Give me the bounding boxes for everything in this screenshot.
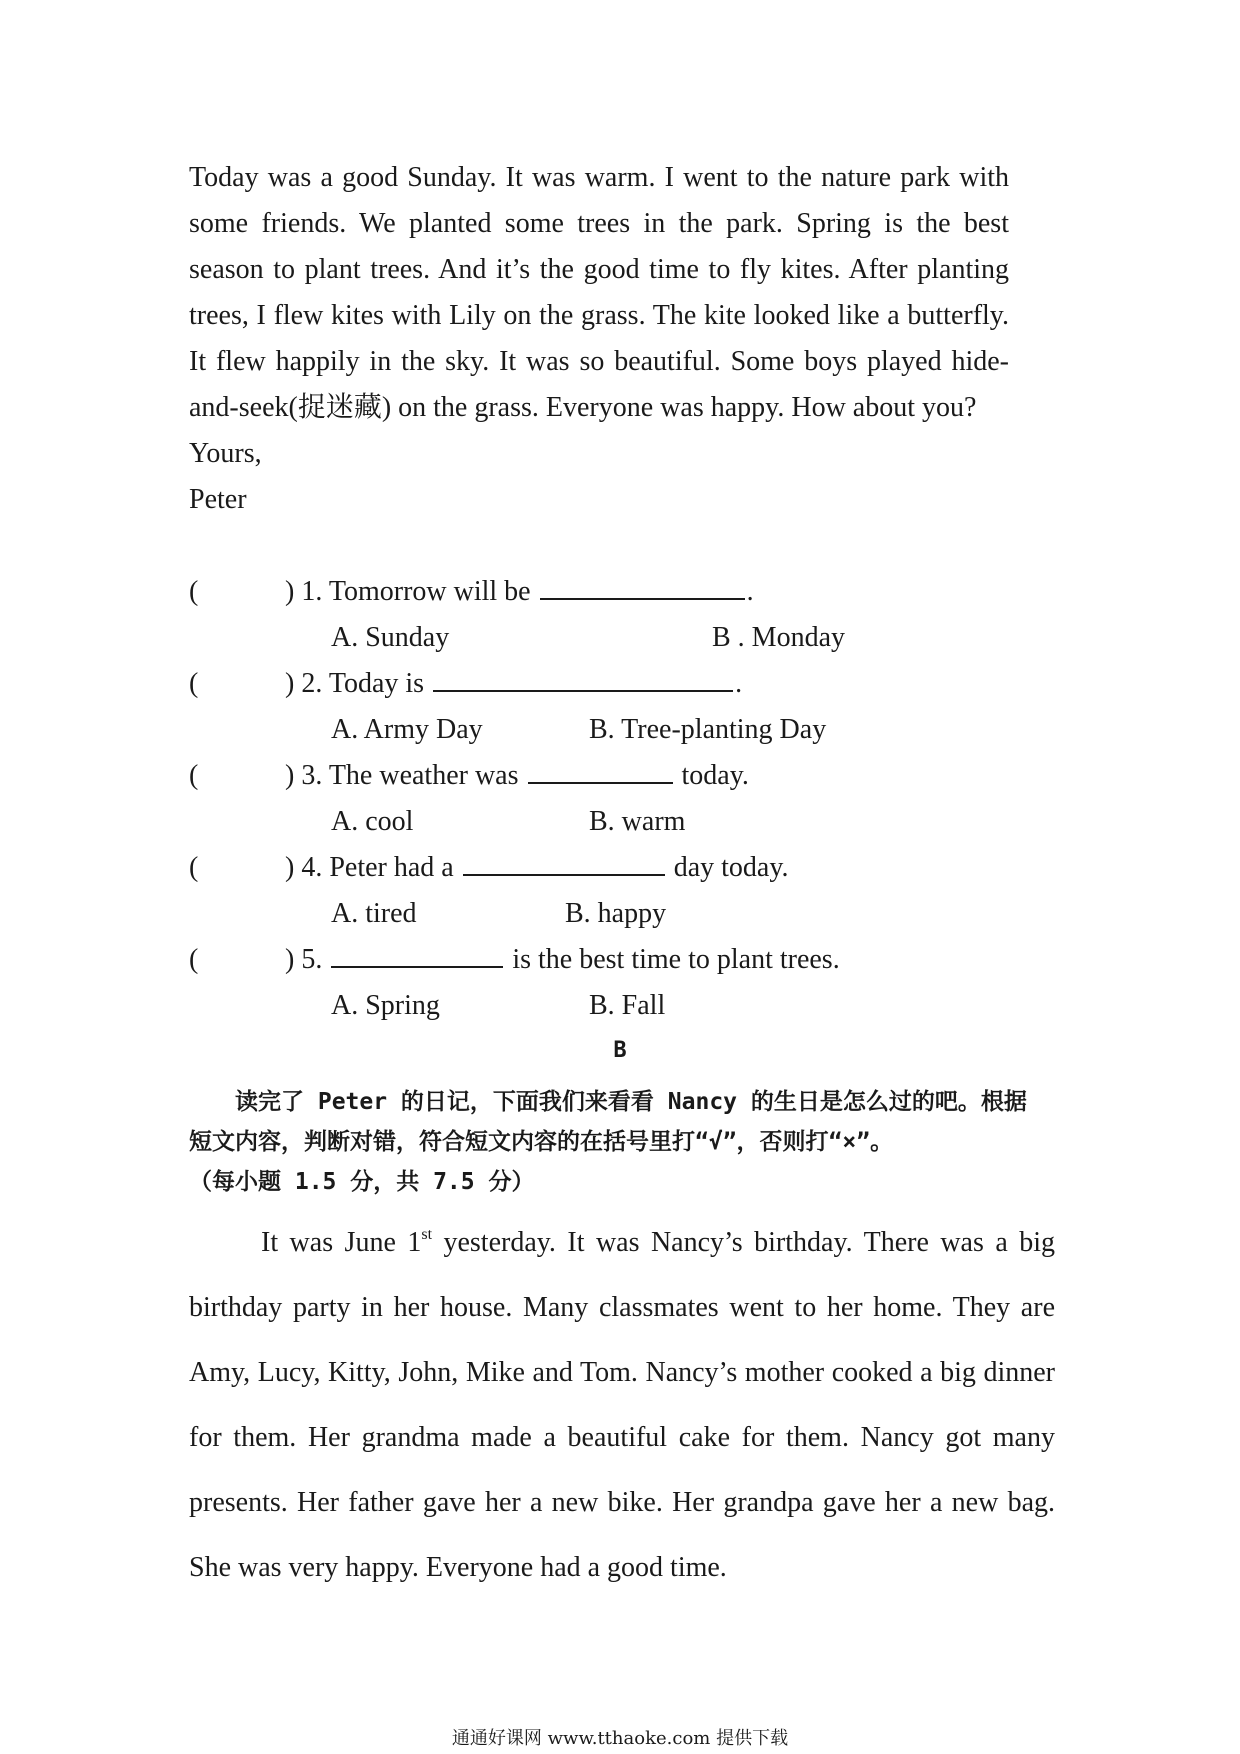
- question-2: [189, 661, 1009, 707]
- question-3-options: [189, 799, 1009, 845]
- option-a: A. Sunday: [331, 622, 450, 653]
- answer-blank: [433, 662, 733, 692]
- footer-credit: 通通好课网 www.tthaoke.com 提供下载: [451, 1728, 789, 1749]
- birthday-story: [189, 1210, 1055, 1600]
- answer-paren[interactable]: (: [189, 576, 199, 607]
- question-4-options: [189, 891, 1009, 937]
- section-instructions: [189, 1082, 1049, 1202]
- answer-paren[interactable]: (: [189, 944, 199, 975]
- answer-paren[interactable]: (: [189, 668, 199, 699]
- answer-blank: [540, 570, 745, 600]
- question-list: [189, 569, 1009, 1029]
- option-b: B. warm: [589, 806, 686, 837]
- question-4: [189, 845, 1009, 891]
- answer-blank: [528, 754, 673, 784]
- question-text: ) 3. The weather was: [285, 760, 519, 791]
- question-text: ) 1. Tomorrow will be: [285, 576, 531, 607]
- question-suffix: day today.: [673, 852, 789, 883]
- question-5: [189, 937, 1009, 983]
- option-a: A. Army Day: [331, 714, 483, 745]
- question-2-options: [189, 707, 1009, 753]
- option-b: B. happy: [565, 898, 667, 929]
- option-b: B. Fall: [589, 990, 666, 1021]
- answer-paren[interactable]: (: [189, 760, 199, 791]
- option-a: A. Spring: [331, 990, 440, 1021]
- answer-blank: [331, 938, 503, 968]
- answer-paren[interactable]: (: [189, 852, 199, 883]
- letter-signature: Peter: [189, 484, 247, 515]
- section-heading: B: [613, 1038, 627, 1063]
- instruction-line: 读完了 Peter 的日记，下面我们来看看 Nancy 的生日是怎么过的吧。根据: [235, 1089, 1027, 1115]
- question-suffix: .: [735, 668, 743, 699]
- instruction-line: （每小题 1.5 分，共 7.5 分）: [189, 1169, 535, 1195]
- question-1-options: [189, 615, 1009, 661]
- question-suffix: is the best time to plant trees.: [512, 944, 840, 975]
- question-text: ) 4. Peter had a: [285, 852, 454, 883]
- instruction-line: 短文内容，判断对错，符合短文内容的在括号里打“√”，否则打“×”。: [189, 1129, 894, 1155]
- option-a: A. tired: [331, 898, 417, 929]
- story-paragraph: It was June 1st yesterday. It was Nancy’s birthday. There was a big birthday party in her house. Many classmates went to her home. They are Amy, Lucy, Kitty, John, Mike and Tom. Nancy’s mother cooked a big dinner for them. Her grandma made a beautiful cake for them. Nancy got many presents. Her father gave her a new bike. Her grandpa gave her a new bag. She was very happy. Everyone had a good time.: [189, 1226, 1055, 1583]
- question-3: [189, 753, 1009, 799]
- option-b: B. Tree-planting Day: [589, 714, 827, 745]
- option-b: B . Monday: [712, 622, 845, 653]
- question-text: ) 2. Today is: [285, 668, 425, 699]
- letter-body: Today was a good Sunday. It was warm. I went to the nature park with some friends. We planted some trees in the park. Spring is the best season to plant trees. And it’s the good time to fly kites. After planting trees, I flew kites with Lily on the grass. The kite looked like a butterfly. It flew happily in the sky. It was so beautiful. Some boys played hide-and-seek(捉迷藏) on the grass. Everyone was happy. How about you?: [189, 162, 1009, 423]
- question-text: ) 5.: [285, 944, 323, 975]
- option-a: A. cool: [331, 806, 414, 837]
- letter-closing: Yours,: [189, 438, 262, 469]
- question-5-options: [189, 983, 1009, 1029]
- diary-letter: [189, 155, 1009, 523]
- question-suffix: .: [746, 576, 754, 607]
- answer-blank: [463, 846, 665, 876]
- question-1: [189, 569, 1009, 615]
- question-suffix: today.: [681, 760, 749, 791]
